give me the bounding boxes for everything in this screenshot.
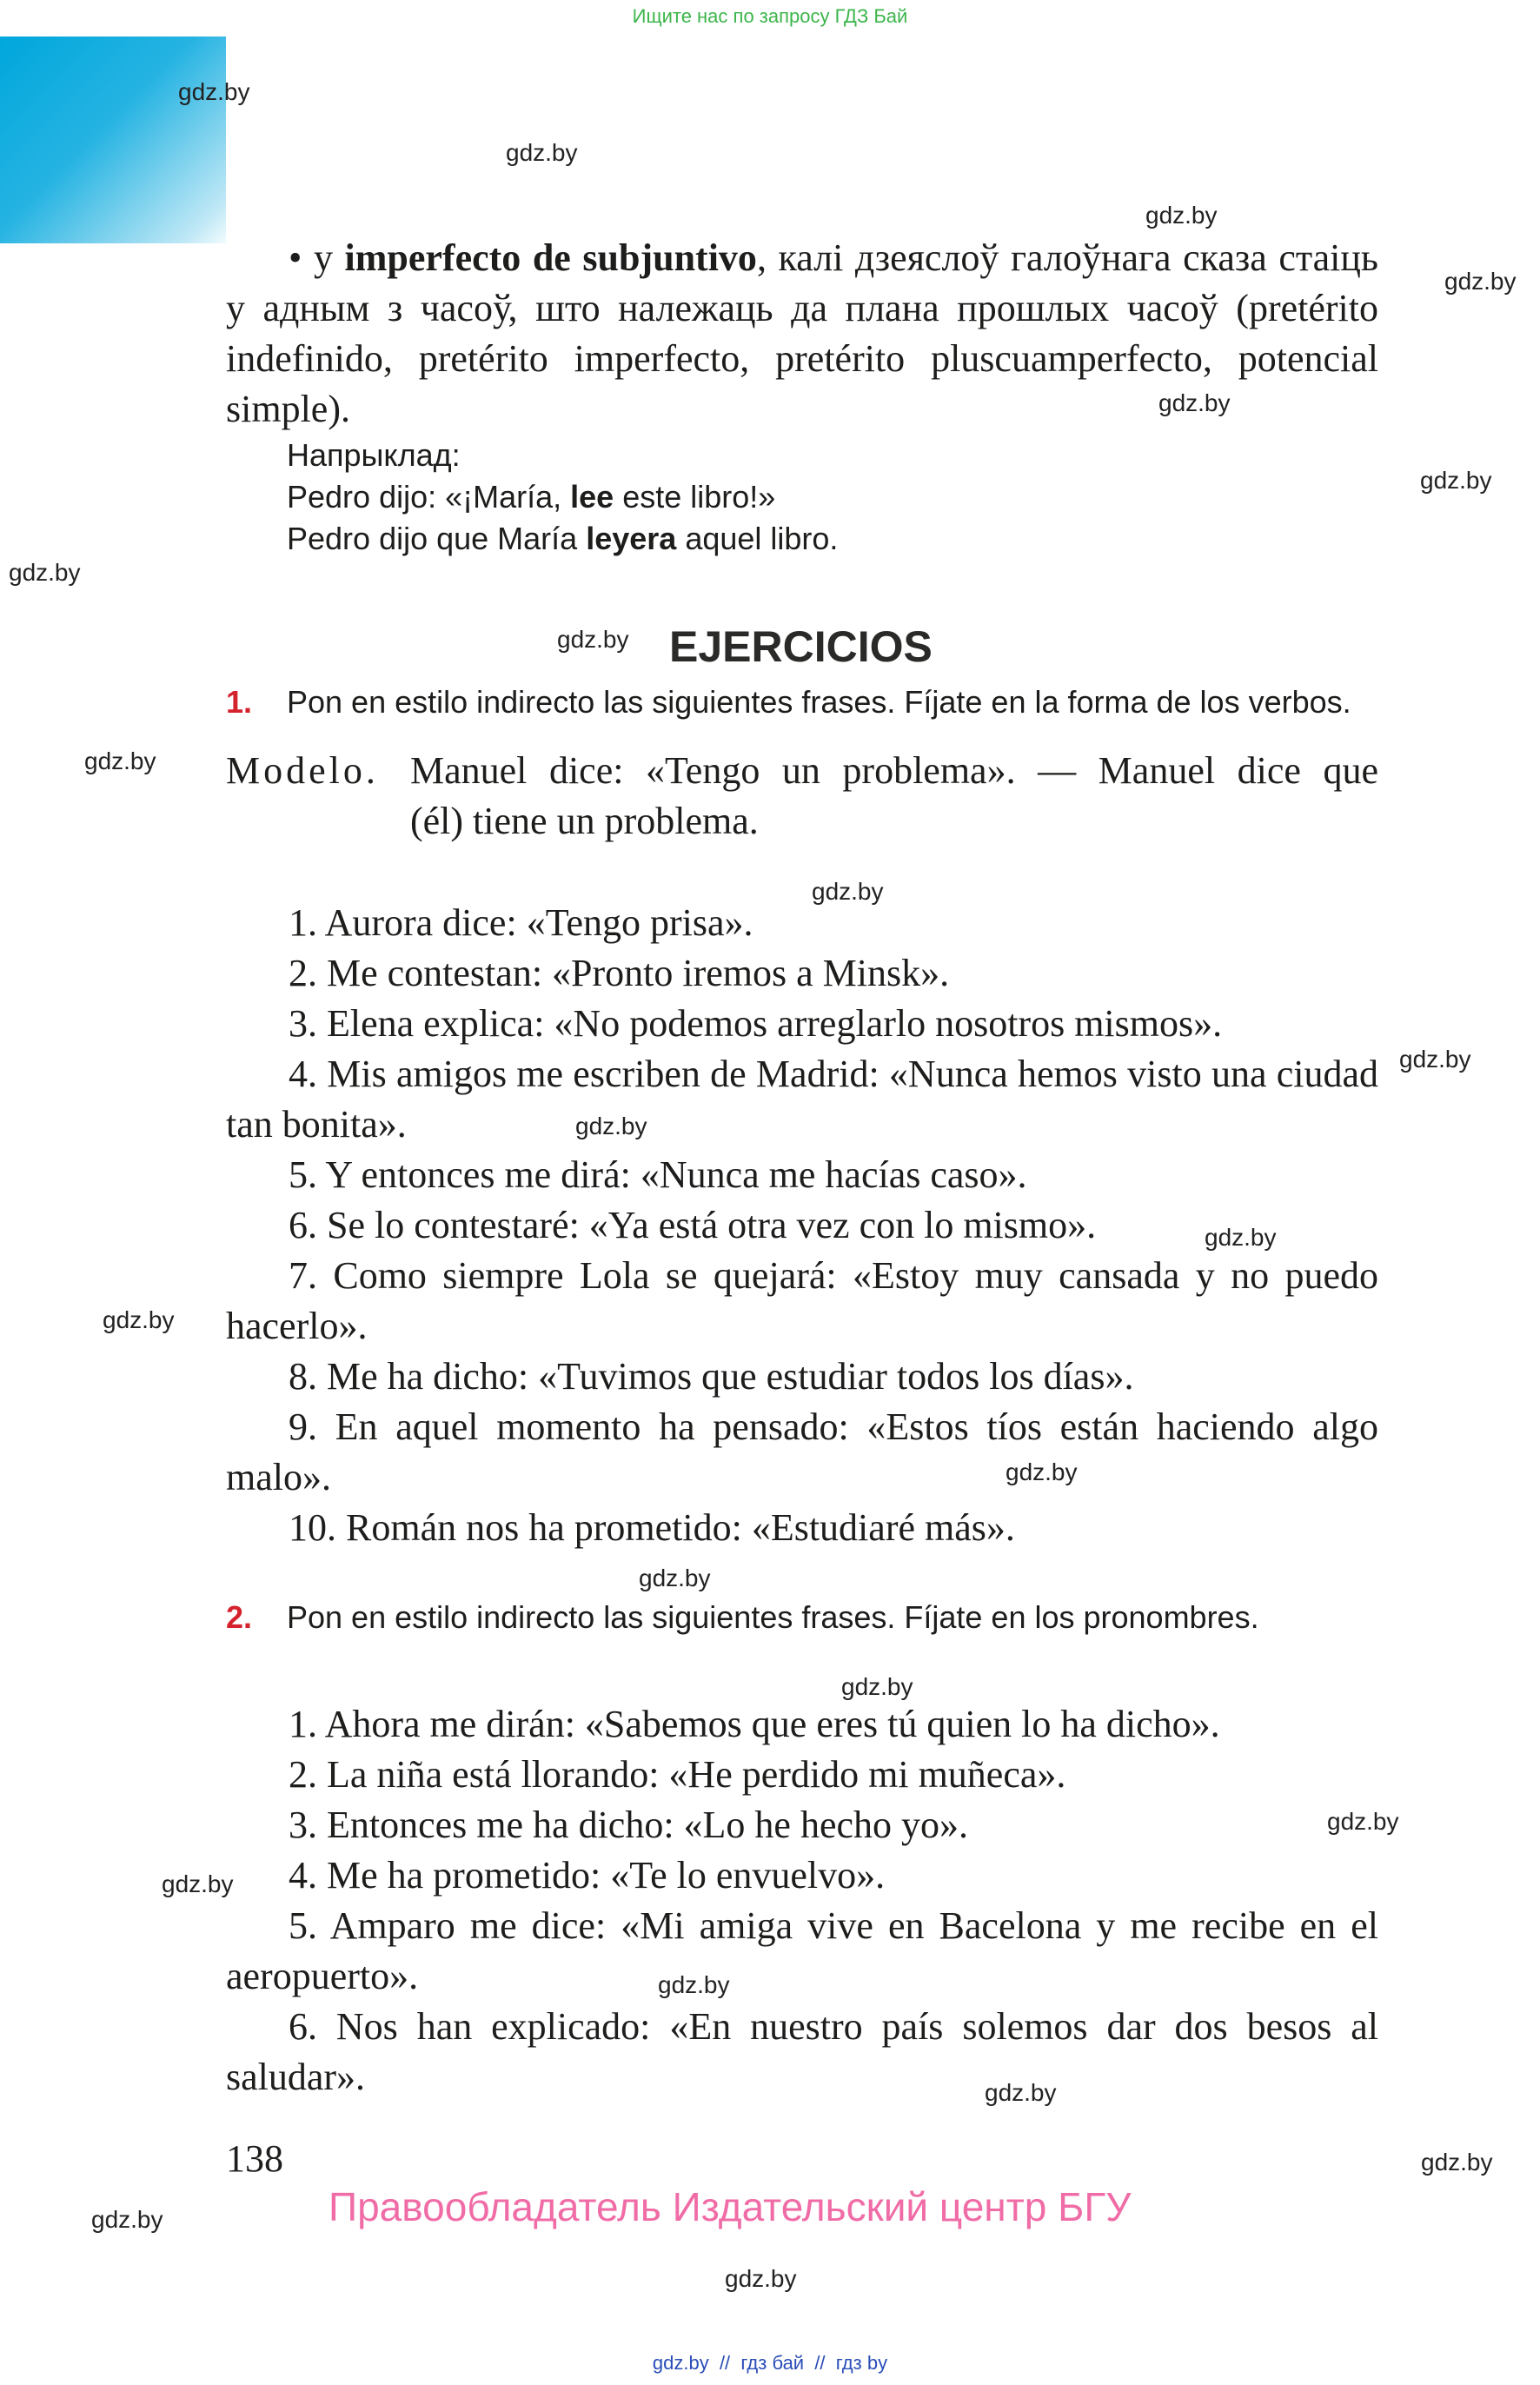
example-sentence-2: Pedro dijo que María leyera aquel libro. (287, 521, 839, 556)
watermark: gdz.by (812, 878, 884, 905)
task-1-item: 5. Y entonces me dirá: «Nunca me hacías caso». (289, 1153, 1027, 1196)
task-1-item: 1. Aurora dice: «Tengo prisa». (289, 901, 753, 944)
task-1-item: 4. Mis amigos me escriben de Madrid: «Nunca hemos visto una ciudad tan bonita». (226, 1053, 1378, 1146)
task-1-instruction: Pon en estilo indirecto las siguientes frases. Fíjate en la forma de los verbos. (287, 684, 1351, 720)
bottom-links[interactable]: gdz.by // гдз бай // гдз by (652, 2352, 888, 2374)
watermark: gdz.by (1399, 1046, 1471, 1073)
task-1-item: 8. Me ha dicho: «Tuvimos que estudiar todos los días». (289, 1355, 1134, 1398)
watermark: gdz.by (1145, 202, 1218, 229)
watermark: gdz.by (658, 1971, 730, 1998)
task-2-item: 4. Me ha prometido: «Te lo envuelvo». (289, 1854, 886, 1897)
modelo-line-1: Manuel dice: «Tengo un problema». — Manuel dice que (410, 749, 1378, 792)
watermark: gdz.by (162, 1870, 234, 1897)
example-sentence-1: Pedro dijo: «¡María, lee este libro!» (287, 479, 776, 515)
task-2-instruction: Pon en estilo indirecto las siguientes frases. Fíjate en los pronombres. (287, 1599, 1259, 1635)
watermark: gdz.by (91, 2206, 163, 2233)
page-number: 138 (226, 2137, 283, 2180)
watermark: gdz.by (506, 139, 578, 166)
modelo-line-2: (él) tiene un problema. (410, 800, 759, 842)
intro-paragraph: • у imperfecto de subjuntivo, калі дзеяслоў галоўнага сказа стаіць у адным з часоў, што належаць да плана прошлых часоў (pretérito indefinido, pretérito imperfecto, pretérito pluscuamperfecto, potencial simple). (226, 236, 1378, 430)
section-heading: EJERCICIOS (669, 622, 933, 671)
task-1-item: 6. Se lo contestaré: «Ya está otra vez con lo mismo». (289, 1204, 1097, 1246)
task-1-item: 2. Me contestan: «Pronto iremos a Minsk». (289, 952, 950, 994)
task-2-number: 2. (226, 1599, 253, 1635)
task-1-item: 3. Elena explica: «No podemos arreglarlo nosotros mismos». (289, 1002, 1223, 1045)
watermark: gdz.by (575, 1113, 647, 1139)
watermark: gdz.by (725, 2265, 797, 2292)
watermark: gdz.by (1205, 1224, 1277, 1251)
example-label: Напрыклад: (287, 437, 461, 473)
watermark: gdz.by (178, 78, 250, 105)
intro-term: imperfecto de subjuntivo (344, 236, 757, 279)
task-1-item: 9. En aquel momento ha pensado: «Estos tíos están haciendo algo malo». (226, 1405, 1378, 1498)
watermark: gdz.by (84, 747, 156, 774)
copyright-footer: Правообладатель Издательский центр БГУ (329, 2184, 1132, 2229)
watermark: gdz.by (1158, 389, 1231, 416)
corner-decoration (0, 37, 226, 243)
task-1-item: 10. Román nos ha prometido: «Estudiaré más». (289, 1506, 1015, 1549)
task-2-item: 6. Nos han explicado: «En nuestro país solemos dar dos besos al saludar». (226, 2005, 1378, 2098)
task-1-number: 1. (226, 684, 253, 720)
task-2-item: 1. Ahora me dirán: «Sabemos que eres tú quien lo ha dicho». (289, 1703, 1220, 1745)
modelo-label: Modelo. (226, 749, 379, 792)
watermark: gdz.by (639, 1565, 711, 1591)
watermark: gdz.by (985, 2079, 1057, 2106)
top-note: Ищите нас по запросу ГДЗ Бай (632, 5, 908, 27)
watermark: gdz.by (103, 1306, 175, 1333)
task-2-item: 3. Entonces me ha dicho: «Lo he hecho yo». (289, 1804, 969, 1846)
watermark: gdz.by (1420, 467, 1492, 494)
watermark: gdz.by (841, 1673, 913, 1700)
task-2-item: 5. Amparo me dice: «Mi amiga vive en Bacelona y me recibe en el aeropuerto». (226, 1904, 1378, 1997)
task-1-item: 7. Como siempre Lola se quejará: «Estoy muy cansada y no puedo hacerlo». (226, 1254, 1378, 1347)
watermark: gdz.by (1006, 1458, 1078, 1485)
task-2-item: 2. La niña está llorando: «He perdido mi muñeca». (289, 1753, 1066, 1796)
watermark: gdz.by (1421, 2149, 1493, 2176)
watermark: gdz.by (9, 559, 81, 586)
watermark: gdz.by (1327, 1808, 1399, 1835)
watermark: gdz.by (557, 626, 629, 653)
watermark: gdz.by (1444, 268, 1517, 295)
